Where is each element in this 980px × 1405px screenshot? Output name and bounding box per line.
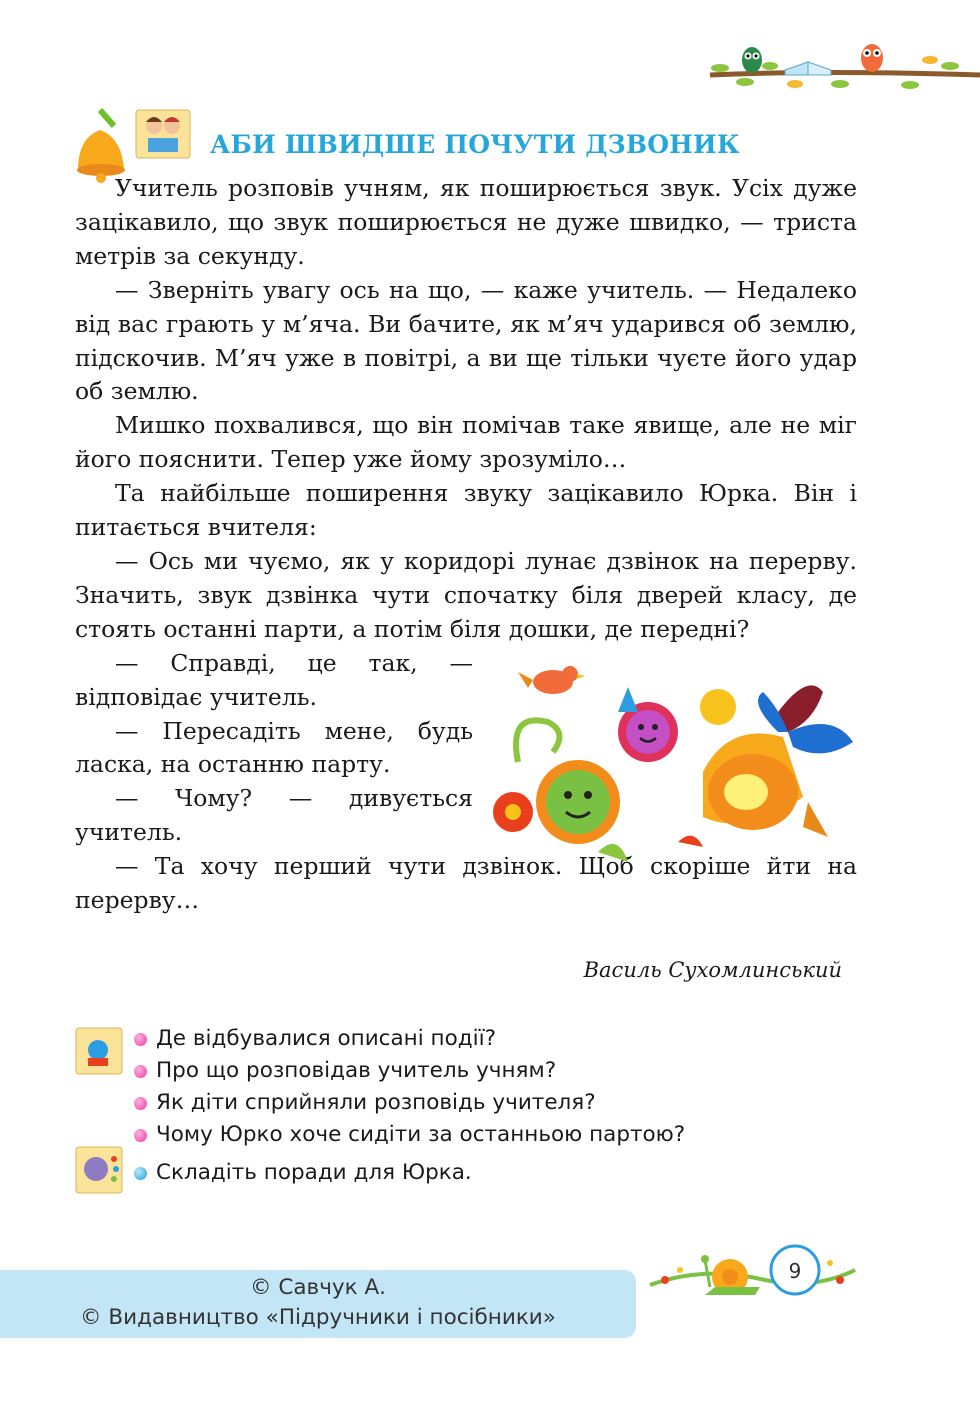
- author-signature: Василь Сухомлинський: [583, 958, 842, 982]
- task-card-icon: [74, 1143, 126, 1195]
- question-item: Як діти сприйняли розповідь учителя?: [134, 1087, 685, 1119]
- paragraph: Та найбільше поширення звуку зацікавило Юрка. Він і питається вчителя:: [75, 479, 857, 542]
- page-title: АБИ ШВИДШЕ ПОЧУТИ ДЗВОНИК: [210, 130, 740, 159]
- bird-icon: [518, 666, 585, 694]
- flowers-bell-illustration: [478, 652, 858, 867]
- question-item: Чому Юрко хоче сидіти за останньою партою?: [134, 1119, 685, 1151]
- task-item: Складіть поради для Юрка.: [134, 1157, 472, 1189]
- branch-decoration: [700, 30, 980, 110]
- reading-children-icon: [134, 106, 194, 162]
- owl-icon: [742, 47, 762, 73]
- paragraph: — Та хочу перший чути дзвінок. Щоб скоріше йти на перерву…: [75, 852, 857, 915]
- copyright-publisher: © Видавництво «Підручники і посібники»: [80, 1305, 556, 1330]
- question-card-icon: [74, 1024, 126, 1076]
- question-list: [134, 1023, 685, 1151]
- task-line: [134, 1157, 472, 1189]
- copyright-author: © Савчук А.: [250, 1275, 386, 1300]
- paragraph: — Чому? — дивується учитель.: [75, 784, 473, 847]
- question-item: Про що розповідав учитель учням?: [134, 1055, 685, 1087]
- book-icon: [785, 62, 831, 75]
- paragraph: — Пересадіть мене, будь ласка, на останню парту.: [75, 716, 473, 779]
- green-flower: [536, 760, 620, 844]
- paragraph: Мишко похвалився, що він помічав таке явище, але не міг його пояснити. Тепер уже йому зрозуміло…: [75, 411, 857, 474]
- owl-icon: [861, 44, 883, 72]
- question-item: Де відбувалися описані події?: [134, 1023, 685, 1055]
- paragraph: — Ось ми чуємо, як у коридорі лунає дзвінок на перерву. Значить, звук дзвінка чути спочатку біля дверей класу, де стоять останні парти, а потім біля дошки, де передні?: [75, 546, 857, 643]
- page-number-decoration: [645, 1235, 860, 1315]
- page-number: 9: [788, 1259, 802, 1283]
- copyright-footer: [0, 1270, 636, 1338]
- paragraph: Учитель розповів учням, як поширюється звук. Усіх дуже зацікавило, що звук поширюється не дуже швидко, — триста метрів за секунду.: [75, 174, 857, 270]
- paragraph: — Справді, це так, — відповідає учитель.: [75, 648, 473, 711]
- paragraph: — Зверніть увагу ось на що, — каже учитель. — Недалеко від вас грають у м’яча. Ви бачите, як м’яч ударився об землю, підскочив. М’яч уже в повітрі, а ви ще тільки чуєте його удар об землю.: [75, 275, 857, 406]
